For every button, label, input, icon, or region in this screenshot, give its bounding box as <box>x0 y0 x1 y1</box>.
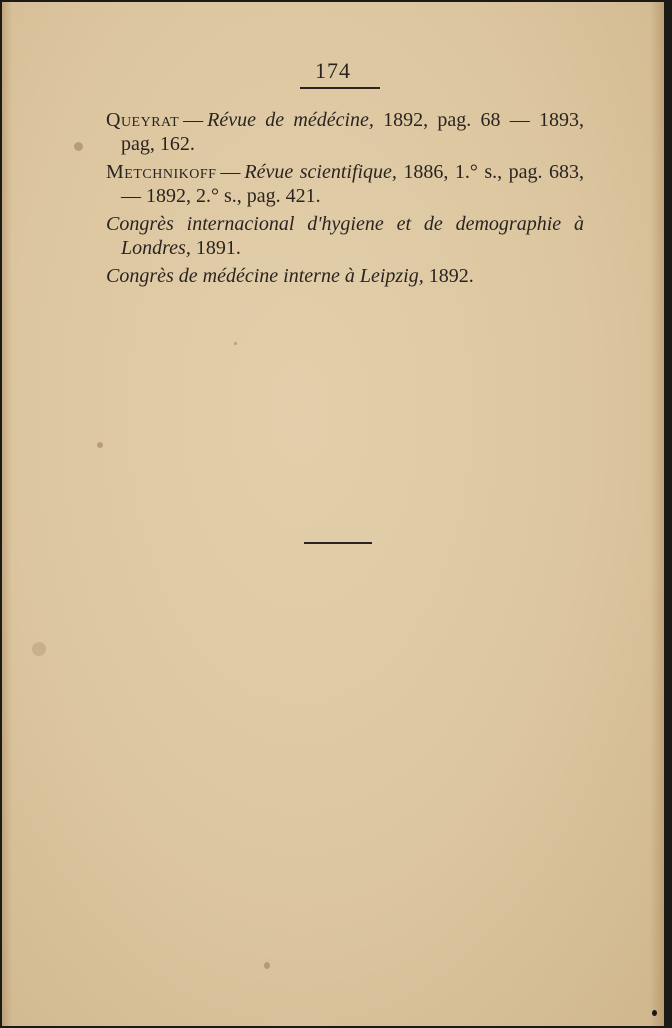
entry-details: 1886, 1.° s., pag. 683, — 1892, 2.° s., pag. 421. <box>121 161 584 207</box>
entry-details: 1891. <box>195 237 241 259</box>
page-right-edge <box>650 2 664 1026</box>
entry-dash: — <box>220 161 241 183</box>
book-page <box>2 2 664 1026</box>
paper-speck <box>32 642 46 656</box>
ink-dot <box>652 1010 657 1016</box>
page-number: 174 <box>315 58 351 83</box>
entry-title: Congrès internacional d'hygiene et de demographie à Londres, <box>106 213 584 259</box>
bibliography-entry <box>106 108 584 156</box>
entry-dash: — <box>183 109 204 131</box>
entry-author: Metchnikoff <box>106 161 217 183</box>
bibliography-entry <box>106 160 584 208</box>
entry-title: Congrès de médécine interne à Leipzig, <box>106 265 424 287</box>
entry-details: 1892. <box>428 265 474 287</box>
entry-details: 1892, pag. 68 — 1893, pag, 162. <box>121 109 585 155</box>
bibliography-entry <box>106 212 584 260</box>
entry-title: Révue scientifique, <box>244 161 397 183</box>
page-left-edge <box>2 2 12 1026</box>
paper-speck <box>264 962 270 969</box>
bibliography-list <box>106 108 584 292</box>
entry-author: Queyrat <box>106 109 180 131</box>
paper-speck <box>74 142 83 151</box>
closing-rule <box>304 542 372 544</box>
page-number-rule <box>300 87 380 89</box>
bibliography-entry <box>106 264 584 288</box>
paper-speck <box>234 342 237 345</box>
entry-title: Révue de médécine, <box>207 109 374 131</box>
paper-speck <box>97 442 103 448</box>
